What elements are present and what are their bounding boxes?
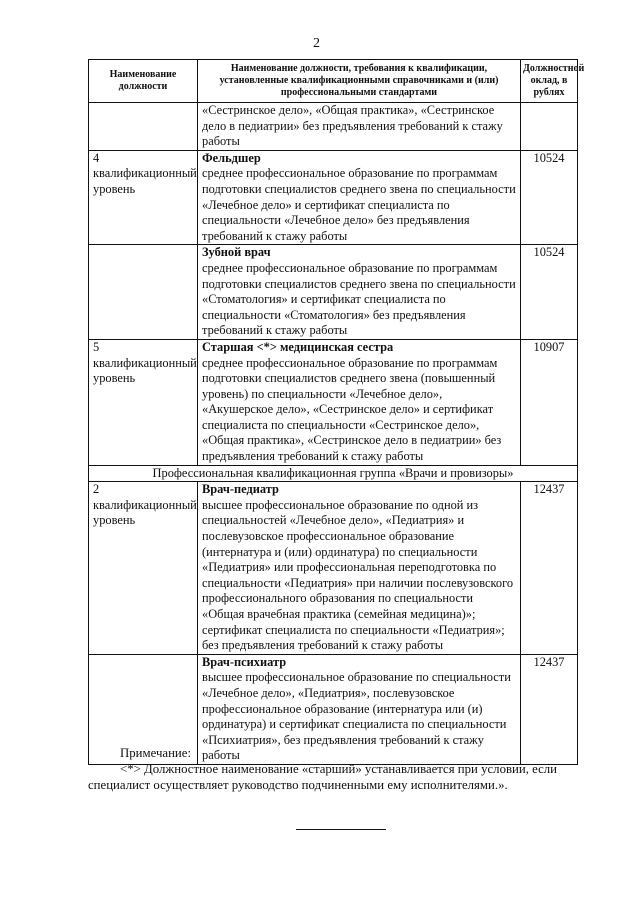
table-row bbox=[89, 150, 578, 245]
table-row bbox=[89, 482, 578, 655]
position-title: Врач-педиатр bbox=[202, 482, 279, 497]
qualification-table bbox=[88, 59, 585, 765]
footnote-title: Примечание: bbox=[120, 746, 191, 760]
continuation-cell bbox=[198, 103, 521, 151]
salary-cell: 10524 bbox=[521, 150, 578, 245]
salary-cell: 12437 bbox=[521, 654, 578, 764]
footnote-text: <*> Должностное наименование «старший» устанавливается при условии, если специалист осуществляет руководство подчиненными ему исполнителями.». bbox=[88, 761, 558, 792]
table-row bbox=[89, 339, 578, 465]
position-requirements: среднее профессиональное образование по программам подготовки специалистов среднего звена (повышенный уровень) по специальности «Лечебное дело», «Акушерское дело», «Сестринское дело» и сертификат специалиста по специальности «Сестринское дело», «Общая практика», «Сестринское дело в педиатрии» без предъявления требований к стажу работы bbox=[202, 355, 502, 464]
position-requirements: высшее профессиональное образование по специальности «Лечебное дело», «Педиатрия», послевузовское профессиональное образование (интернатура или (и) ординатура) и сертификат специалиста по специальности «Психиатрия», без предъявления требований к стажу работы bbox=[202, 670, 511, 763]
position-requirements: среднее профессиональное образование по программам подготовки специалистов среднего звена по специальности «Стоматология» и сертификат специалиста по специальности «Стоматология» без предъявления требований к стажу работы bbox=[202, 260, 516, 338]
level-cell: 5 квалификационный уровень bbox=[89, 339, 198, 465]
position-cell bbox=[198, 150, 521, 245]
continuation-text: «Сестринское дело», «Общая практика», «Сестринское дело в педиатрии» без предъявления требований к стажу работы bbox=[202, 103, 503, 149]
position-requirements: высшее профессиональное образование по одной из специальностей «Лечебное дело», «Педиатрия» и послевузовское профессиональное образование (интернатура и (или) ординатура) по специальности «Педиатрия» или профессиональная переподготовка по специальности «Педиатрия» при наличии послевузовского профессионального образования по специальности «Общая врачебная практика (семейная медицина)»; сертификат специалиста по специальности «Педиатрия»; без предъявления требований к стажу работы bbox=[202, 497, 514, 653]
position-cell bbox=[198, 245, 521, 340]
table-row bbox=[89, 245, 578, 340]
position-requirements: среднее профессиональное образование по программам подготовки специалистов среднего звена по специальности «Лечебное дело» и сертификат специалиста по специальности «Лечебное дело» без предъявления требований к стажу работы bbox=[202, 166, 516, 243]
footnote bbox=[88, 746, 588, 793]
salary-cell: 10907 bbox=[521, 339, 578, 465]
position-title: Фельдшер bbox=[202, 150, 261, 165]
table-header-row bbox=[89, 60, 578, 103]
level-cell bbox=[89, 245, 198, 340]
group-title: Профессиональная квалификационная группа «Врачи и провизоры» bbox=[89, 465, 578, 482]
position-cell bbox=[198, 482, 521, 655]
salary-cell: 10524 bbox=[521, 245, 578, 340]
salary-cell: 12437 bbox=[521, 482, 578, 655]
salary-cell bbox=[521, 103, 578, 151]
level-cell: 4 квалификационный уровень bbox=[89, 150, 198, 245]
position-title: Зубной врач bbox=[202, 245, 271, 260]
position-cell bbox=[198, 339, 521, 465]
group-row bbox=[89, 465, 578, 482]
header-requirements: Наименование должности, требования к квалификации, установленные квалификационными справочниками и (или) профессиональными стандартами bbox=[198, 60, 521, 103]
position-title: Врач-психиатр bbox=[202, 654, 287, 669]
level-cell bbox=[89, 103, 198, 151]
header-position: Наименование должности bbox=[89, 60, 198, 103]
level-cell: 2 квалификационный уровень bbox=[89, 482, 198, 655]
table-row bbox=[89, 103, 578, 151]
header-salary: Должностной оклад, в рублях bbox=[521, 60, 578, 103]
page-number: 2 bbox=[313, 36, 320, 51]
closing-divider bbox=[296, 829, 386, 830]
position-title: Старшая <*> медицинская сестра bbox=[202, 339, 394, 354]
